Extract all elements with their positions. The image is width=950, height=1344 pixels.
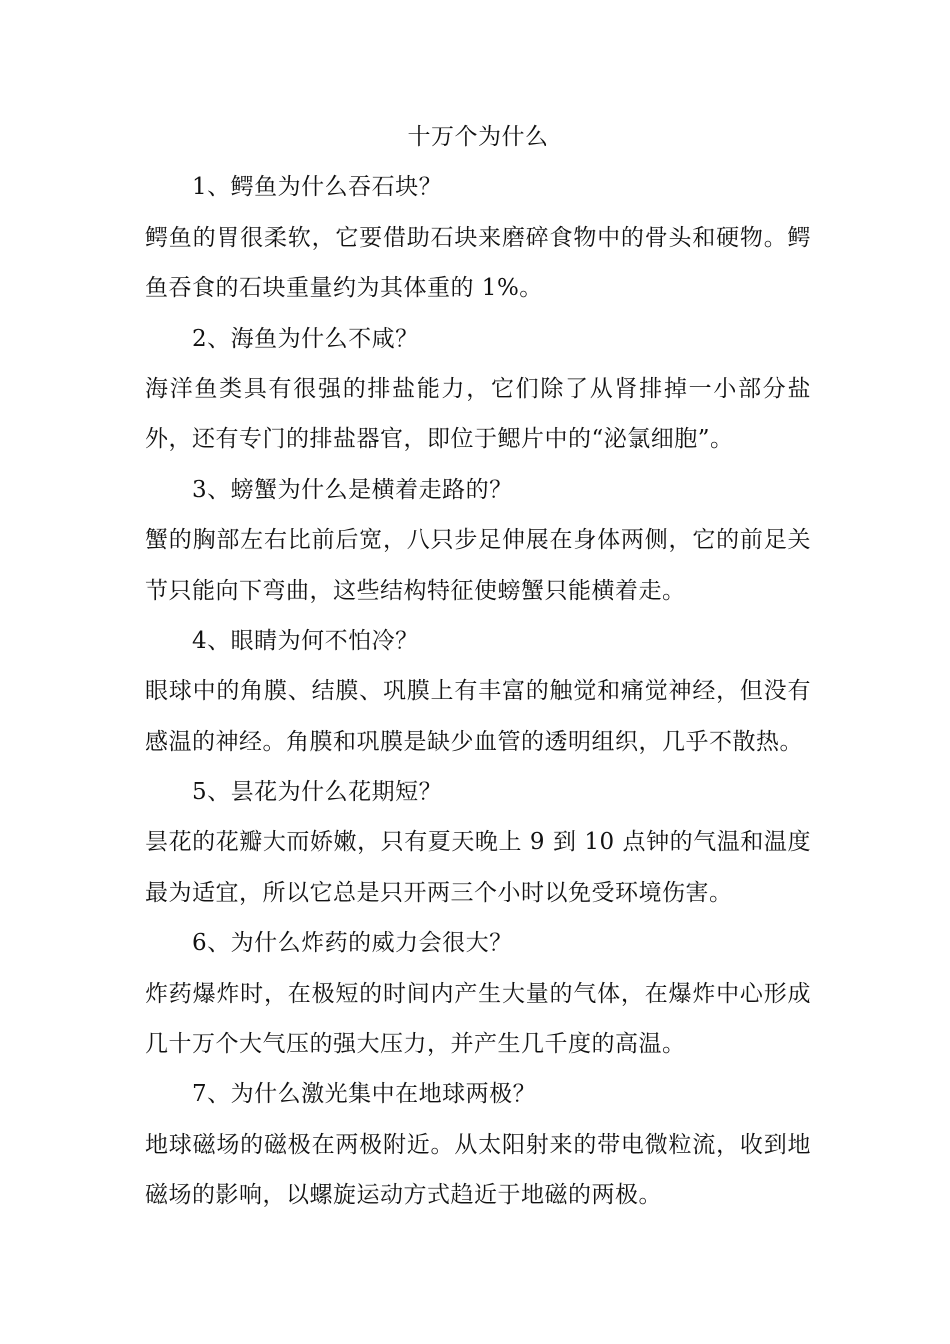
qa-item-4	[145, 616, 811, 767]
answer-5-line-2: 最为适宜，所以它总是只开两三个小时以免受环境伤害。	[145, 879, 733, 906]
question-2: 2、海鱼为什么不咸？	[192, 325, 419, 352]
document-title: 十万个为什么	[407, 124, 549, 150]
question-4: 4、眼睛为何不怕冷？	[192, 627, 419, 654]
question-5: 5、昙花为什么花期短？	[192, 779, 443, 806]
qa-item-7	[145, 1069, 811, 1220]
answer-6-line-1: 炸药爆炸时，在极短的时间内产生大量的气体，在爆炸中心形成	[145, 980, 811, 1007]
answer-6-line-2: 几十万个大气压的强大压力，并产生几千度的高温。	[145, 1031, 686, 1058]
qa-item-3	[145, 465, 811, 616]
document-body	[145, 112, 811, 1221]
qa-item-6	[145, 918, 811, 1069]
question-6: 6、为什么炸药的威力会很大？	[192, 930, 513, 957]
qa-item-2	[145, 314, 811, 465]
answer-2-line-2: 外，还有专门的排盐器官，即位于鳃片中的“泌氯细胞”。	[145, 426, 734, 453]
answer-3-line-1: 蟹的胸部左右比前后宽，八只步足伸展在身体两侧，它的前足关	[145, 527, 811, 554]
answer-7-line-1: 地球磁场的磁极在两极附近。从太阳射来的带电微粒流，收到地	[145, 1131, 811, 1158]
question-1: 1、鳄鱼为什么吞石块？	[192, 174, 443, 201]
question-3: 3、螃蟹为什么是横着走路的？	[192, 476, 513, 503]
answer-7-line-2: 磁场的影响，以螺旋运动方式趋近于地磁的两极。	[145, 1182, 662, 1209]
answer-1-line-1: 鳄鱼的胃很柔软，它要借助石块来磨碎食物中的骨头和硬物。鳄	[145, 224, 811, 251]
question-7: 7、为什么激光集中在地球两极？	[192, 1081, 537, 1108]
answer-1-line-2: 鱼吞食的石块重量约为其体重的 1%。	[145, 275, 543, 302]
qa-item-1	[145, 162, 811, 313]
qa-item-5	[145, 767, 811, 918]
answer-3-line-2: 节只能向下弯曲，这些结构特征使螃蟹只能横着走。	[145, 577, 686, 604]
answer-4-line-2: 感温的神经。角膜和巩膜是缺少血管的透明组织，几乎不散热。	[145, 728, 803, 755]
answer-4-line-1: 眼球中的角膜、结膜、巩膜上有丰富的触觉和痛觉神经，但没有	[145, 678, 811, 705]
answer-2-line-1: 海洋鱼类具有很强的排盐能力，它们除了从肾排掉一小部分盐	[145, 375, 811, 402]
answer-5-line-1: 昙花的花瓣大而娇嫩，只有夏天晚上 9 到 10 点钟的气温和温度	[145, 829, 811, 856]
